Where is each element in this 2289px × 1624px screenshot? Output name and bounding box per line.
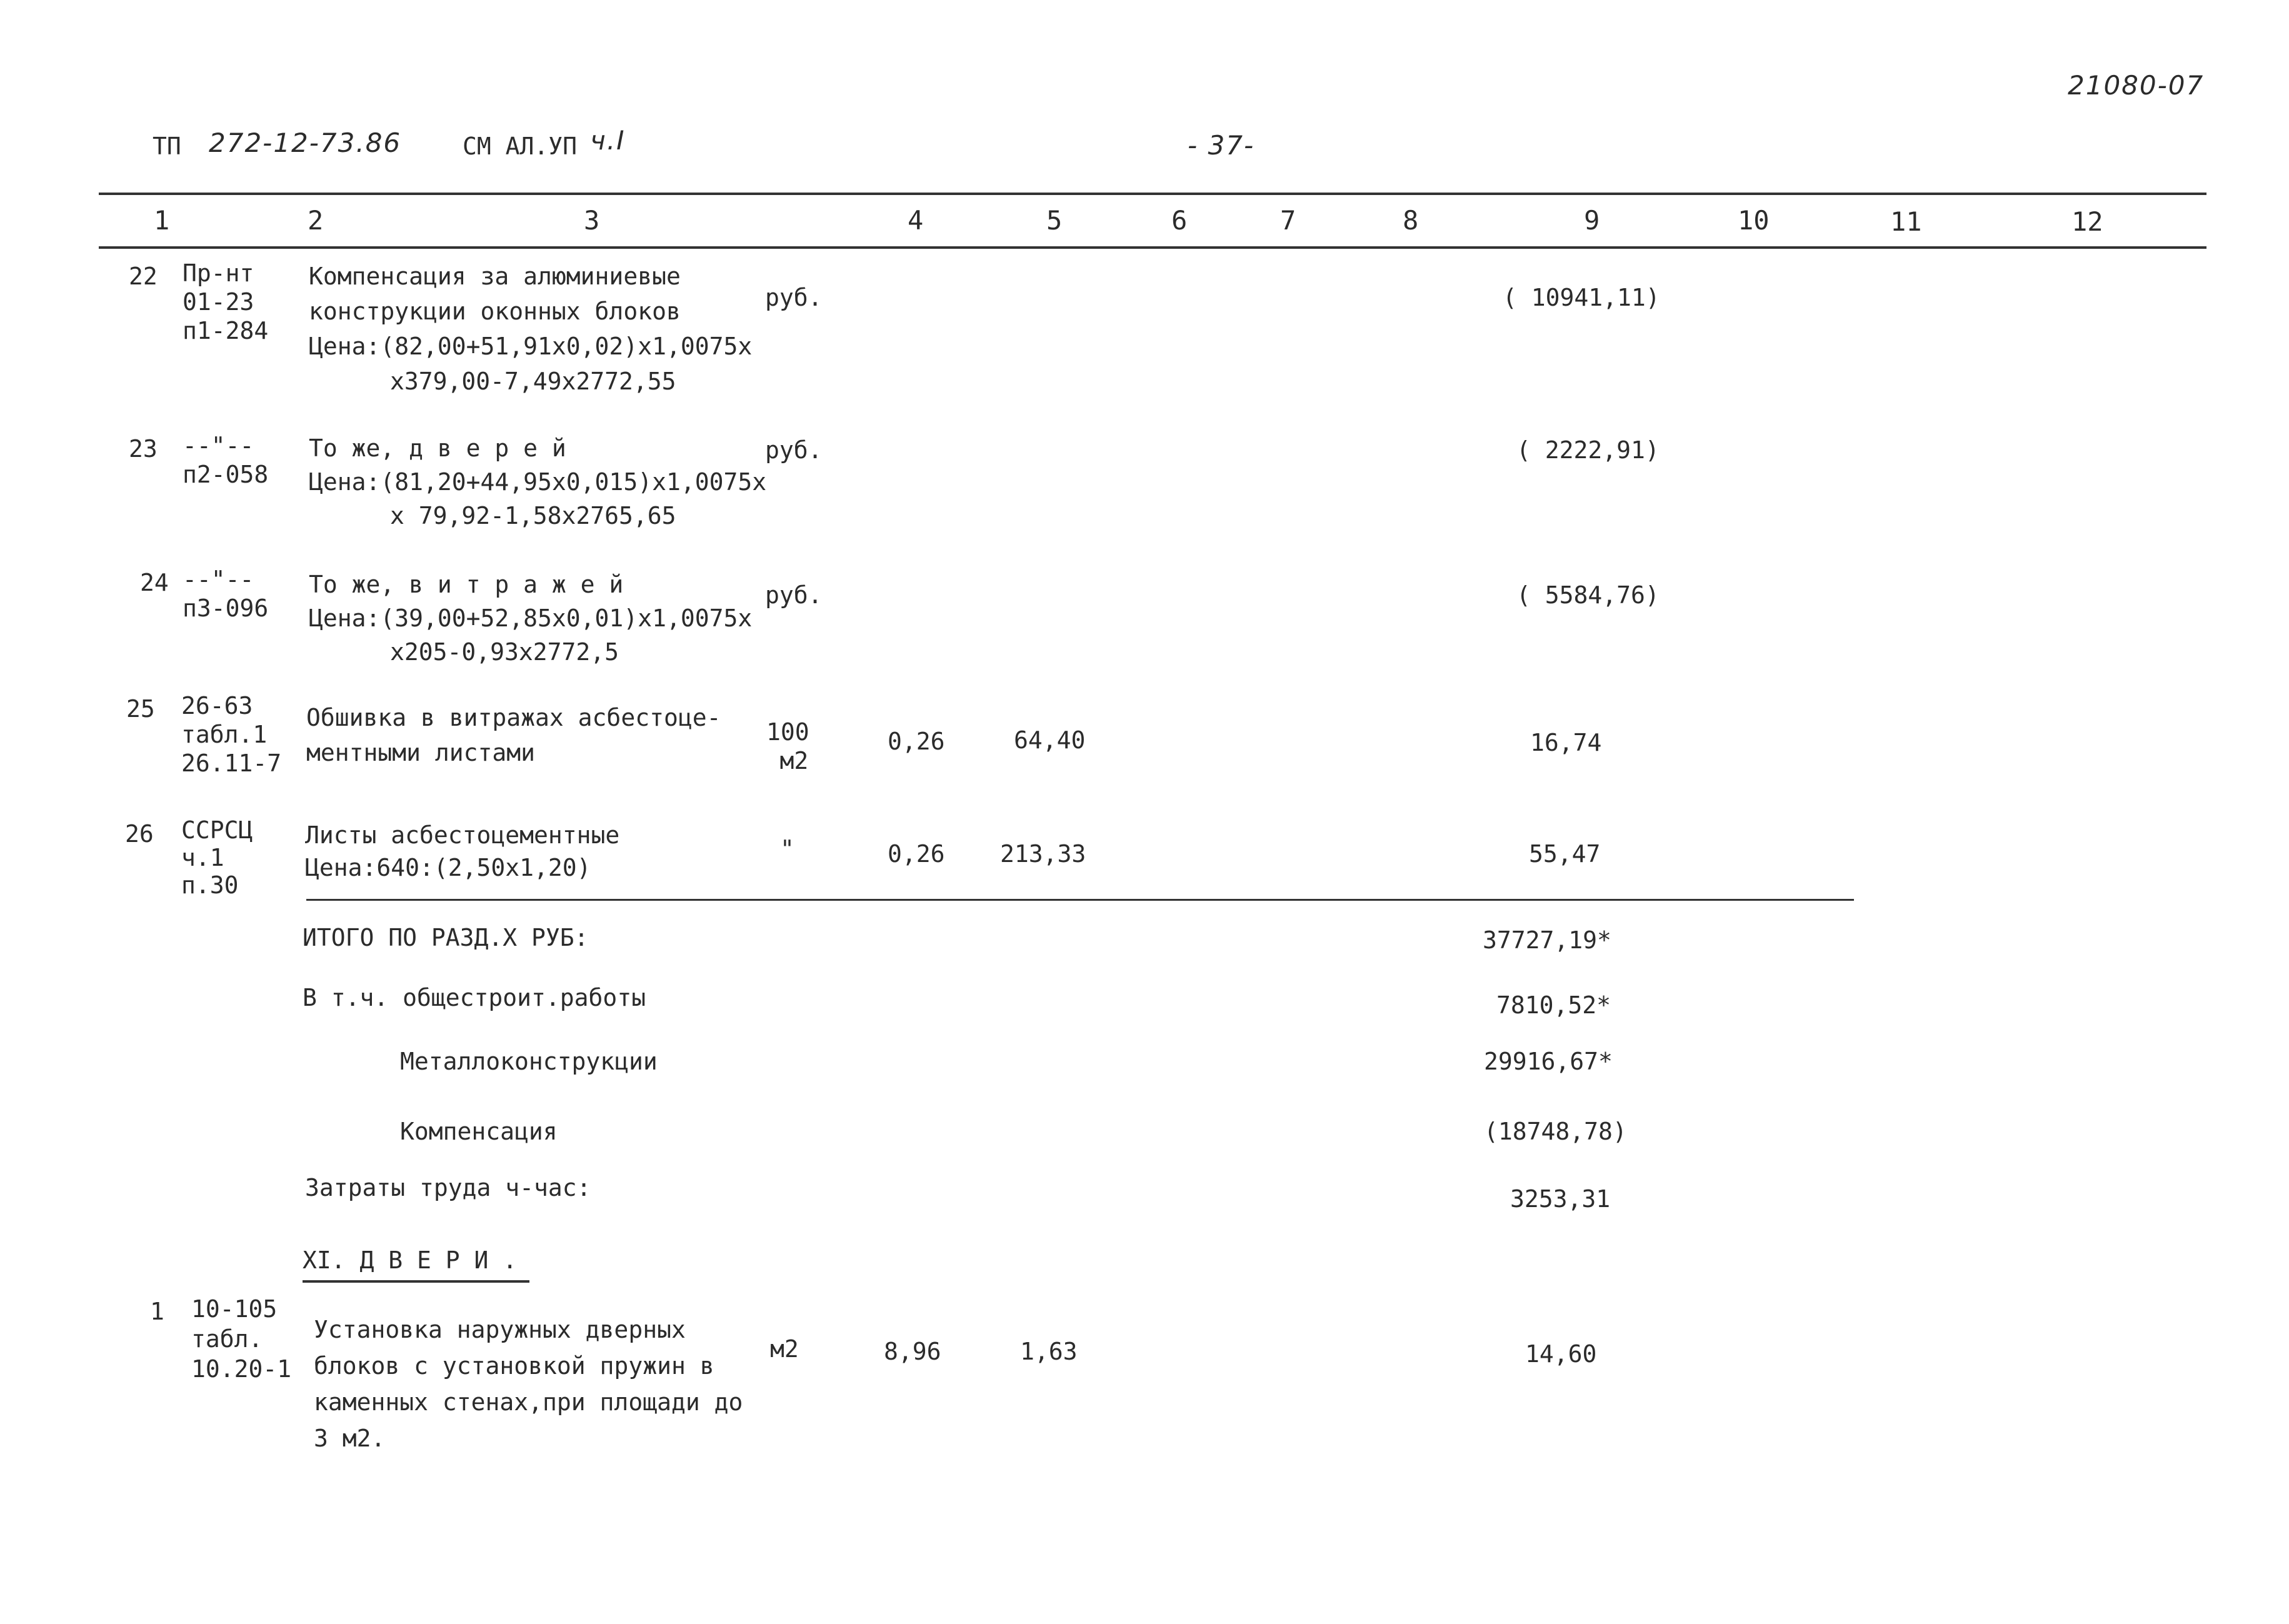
col-header-5: 5 [1046, 205, 1063, 236]
trud-label: Затраты труда ч-час: [305, 1174, 591, 1201]
archive-number: 21080-07 [2068, 70, 2205, 101]
code-line: 01-23 [183, 288, 254, 316]
komp-value: (18748,78) [1484, 1118, 1627, 1145]
section-row-col9: 14,60 [1525, 1340, 1597, 1368]
row-22-unit: руб. [765, 284, 823, 311]
row-24-desc [309, 568, 752, 669]
row-25-col5: 64,40 [1014, 726, 1086, 754]
desc-line: Цена:(81,20+44,95х0,015)х1,0075х [309, 468, 767, 496]
section-row-desc [314, 1311, 743, 1456]
col-header-4: 4 [908, 205, 924, 236]
vtch-value: 7810,52* [1496, 991, 1611, 1019]
desc-line: Цена:(39,00+52,85х0,01)х1,0075х [309, 604, 753, 632]
trud-value: 3253,31 [1510, 1185, 1611, 1213]
code-line: Пр-нт [183, 259, 254, 287]
row-24-no: 24 [140, 569, 169, 596]
row-23-unit: руб. [765, 436, 823, 464]
row-23-no: 23 [129, 435, 158, 463]
header-doc: СМ АЛ.УП [463, 133, 578, 160]
col-header-10: 10 [1738, 205, 1770, 236]
desc-line: конструкции оконных блоков [309, 298, 681, 325]
section-title-text: XI. Д В Е Р И . [303, 1243, 529, 1283]
desc-line: 3 м2. [314, 1425, 386, 1452]
section-row-unit: м2 [770, 1335, 799, 1363]
itogo-label: ИТОГО ПО РАЗД.Х РУБ: [303, 924, 589, 951]
code-line: п.30 [181, 871, 239, 899]
row-26-desc [305, 819, 619, 884]
desc-line: ментными листами [306, 739, 536, 766]
section-row-col5: 1,63 [1020, 1338, 1078, 1365]
desc-line: Цена:640:(2,50х1,20) [305, 854, 591, 881]
page-number: - 37- [1188, 130, 1255, 161]
col-header-11: 11 [1890, 206, 1922, 237]
code-line: п3-096 [183, 594, 269, 622]
header-bottom-rule [99, 246, 2206, 249]
code-line: 26.11-7 [181, 749, 282, 777]
col-header-9: 9 [1584, 205, 1600, 236]
vtch-label: В т.ч. общестроит.работы [303, 984, 646, 1011]
summary-rule [306, 899, 1854, 901]
header-code: 272-12-73.86 [209, 128, 402, 158]
code-line: табл. [191, 1325, 263, 1353]
unit-line: м2 [779, 747, 809, 774]
desc-line: Цена:(82,00+51,91х0,02)х1,0075х [309, 333, 753, 360]
desc-line: Установка наружных дверных [314, 1316, 686, 1343]
col-header-8: 8 [1403, 205, 1419, 236]
code-line: --"-- [183, 566, 254, 593]
row-24-col9: ( 5584,76) [1516, 581, 1660, 609]
col-header-12: 12 [2071, 206, 2103, 237]
row-23-code [183, 431, 268, 489]
row-24-unit: руб. [765, 581, 823, 609]
row-22-desc [309, 259, 752, 399]
desc-line: х 79,92-1,58х2765,65 [390, 502, 676, 529]
col-header-7: 7 [1280, 205, 1296, 236]
code-line: --"-- [183, 432, 254, 459]
code-line: п2-058 [183, 461, 269, 488]
row-23-desc [309, 431, 766, 533]
col-header-1: 1 [154, 205, 170, 236]
unit-line: 100 [766, 718, 809, 746]
row-26-unit: " [780, 835, 794, 863]
col-header-6: 6 [1171, 205, 1188, 236]
code-line: табл.1 [181, 721, 268, 748]
section-title [303, 1243, 529, 1283]
desc-line: Листы асбестоцементные [305, 821, 620, 849]
header-top-rule [99, 193, 2206, 195]
code-line: ССРСЦ [181, 816, 253, 844]
row-25-unit [766, 718, 809, 775]
row-26-col9: 55,47 [1529, 840, 1601, 868]
desc-line: х379,00-7,49х2772,55 [390, 368, 676, 395]
header-part: ч.I [590, 125, 626, 156]
row-22-col9: ( 10941,11) [1503, 284, 1660, 311]
code-line: 10.20-1 [191, 1355, 292, 1383]
code-line: п1-284 [183, 317, 269, 344]
row-23-col9: ( 2222,91) [1516, 436, 1660, 464]
row-26-col4: 0,26 [888, 840, 945, 868]
col-header-2: 2 [308, 205, 324, 236]
row-26-no: 26 [125, 820, 154, 848]
code-line: 26-63 [181, 692, 253, 719]
row-26-code [181, 816, 253, 899]
metal-value: 29916,67* [1484, 1048, 1613, 1075]
row-25-no: 25 [126, 695, 155, 723]
desc-line: То же, д в е р е й [309, 434, 566, 462]
row-22-code [183, 259, 268, 345]
row-25-code [181, 691, 281, 778]
code-line: 10-105 [191, 1295, 278, 1323]
metal-label: Металлоконструкции [400, 1048, 658, 1075]
section-row-code [191, 1294, 291, 1384]
row-26-col5: 213,33 [1000, 840, 1086, 868]
row-25-col4: 0,26 [888, 728, 945, 755]
desc-line: блоков с установкой пружин в [314, 1352, 714, 1380]
section-row-no: 1 [150, 1298, 164, 1325]
row-25-col9: 16,74 [1530, 729, 1602, 756]
code-line: ч.1 [181, 844, 224, 871]
col-header-3: 3 [584, 205, 600, 236]
desc-line: То же, в и т р а ж е й [309, 571, 624, 598]
section-row-col4: 8,96 [884, 1338, 941, 1365]
desc-line: х205-0,93х2772,5 [390, 638, 619, 666]
desc-line: каменных стенах,при площади до [314, 1388, 743, 1416]
row-22-no: 22 [129, 263, 158, 290]
itogo-value: 37727,19* [1483, 926, 1611, 954]
desc-line: Обшивка в витражах асбестоце- [306, 704, 721, 731]
row-24-code [183, 565, 268, 623]
desc-line: Компенсация за алюминиевые [309, 263, 681, 290]
komp-label: Компенсация [400, 1118, 558, 1145]
row-25-desc [306, 700, 721, 770]
header-tp: ТП [153, 133, 181, 160]
